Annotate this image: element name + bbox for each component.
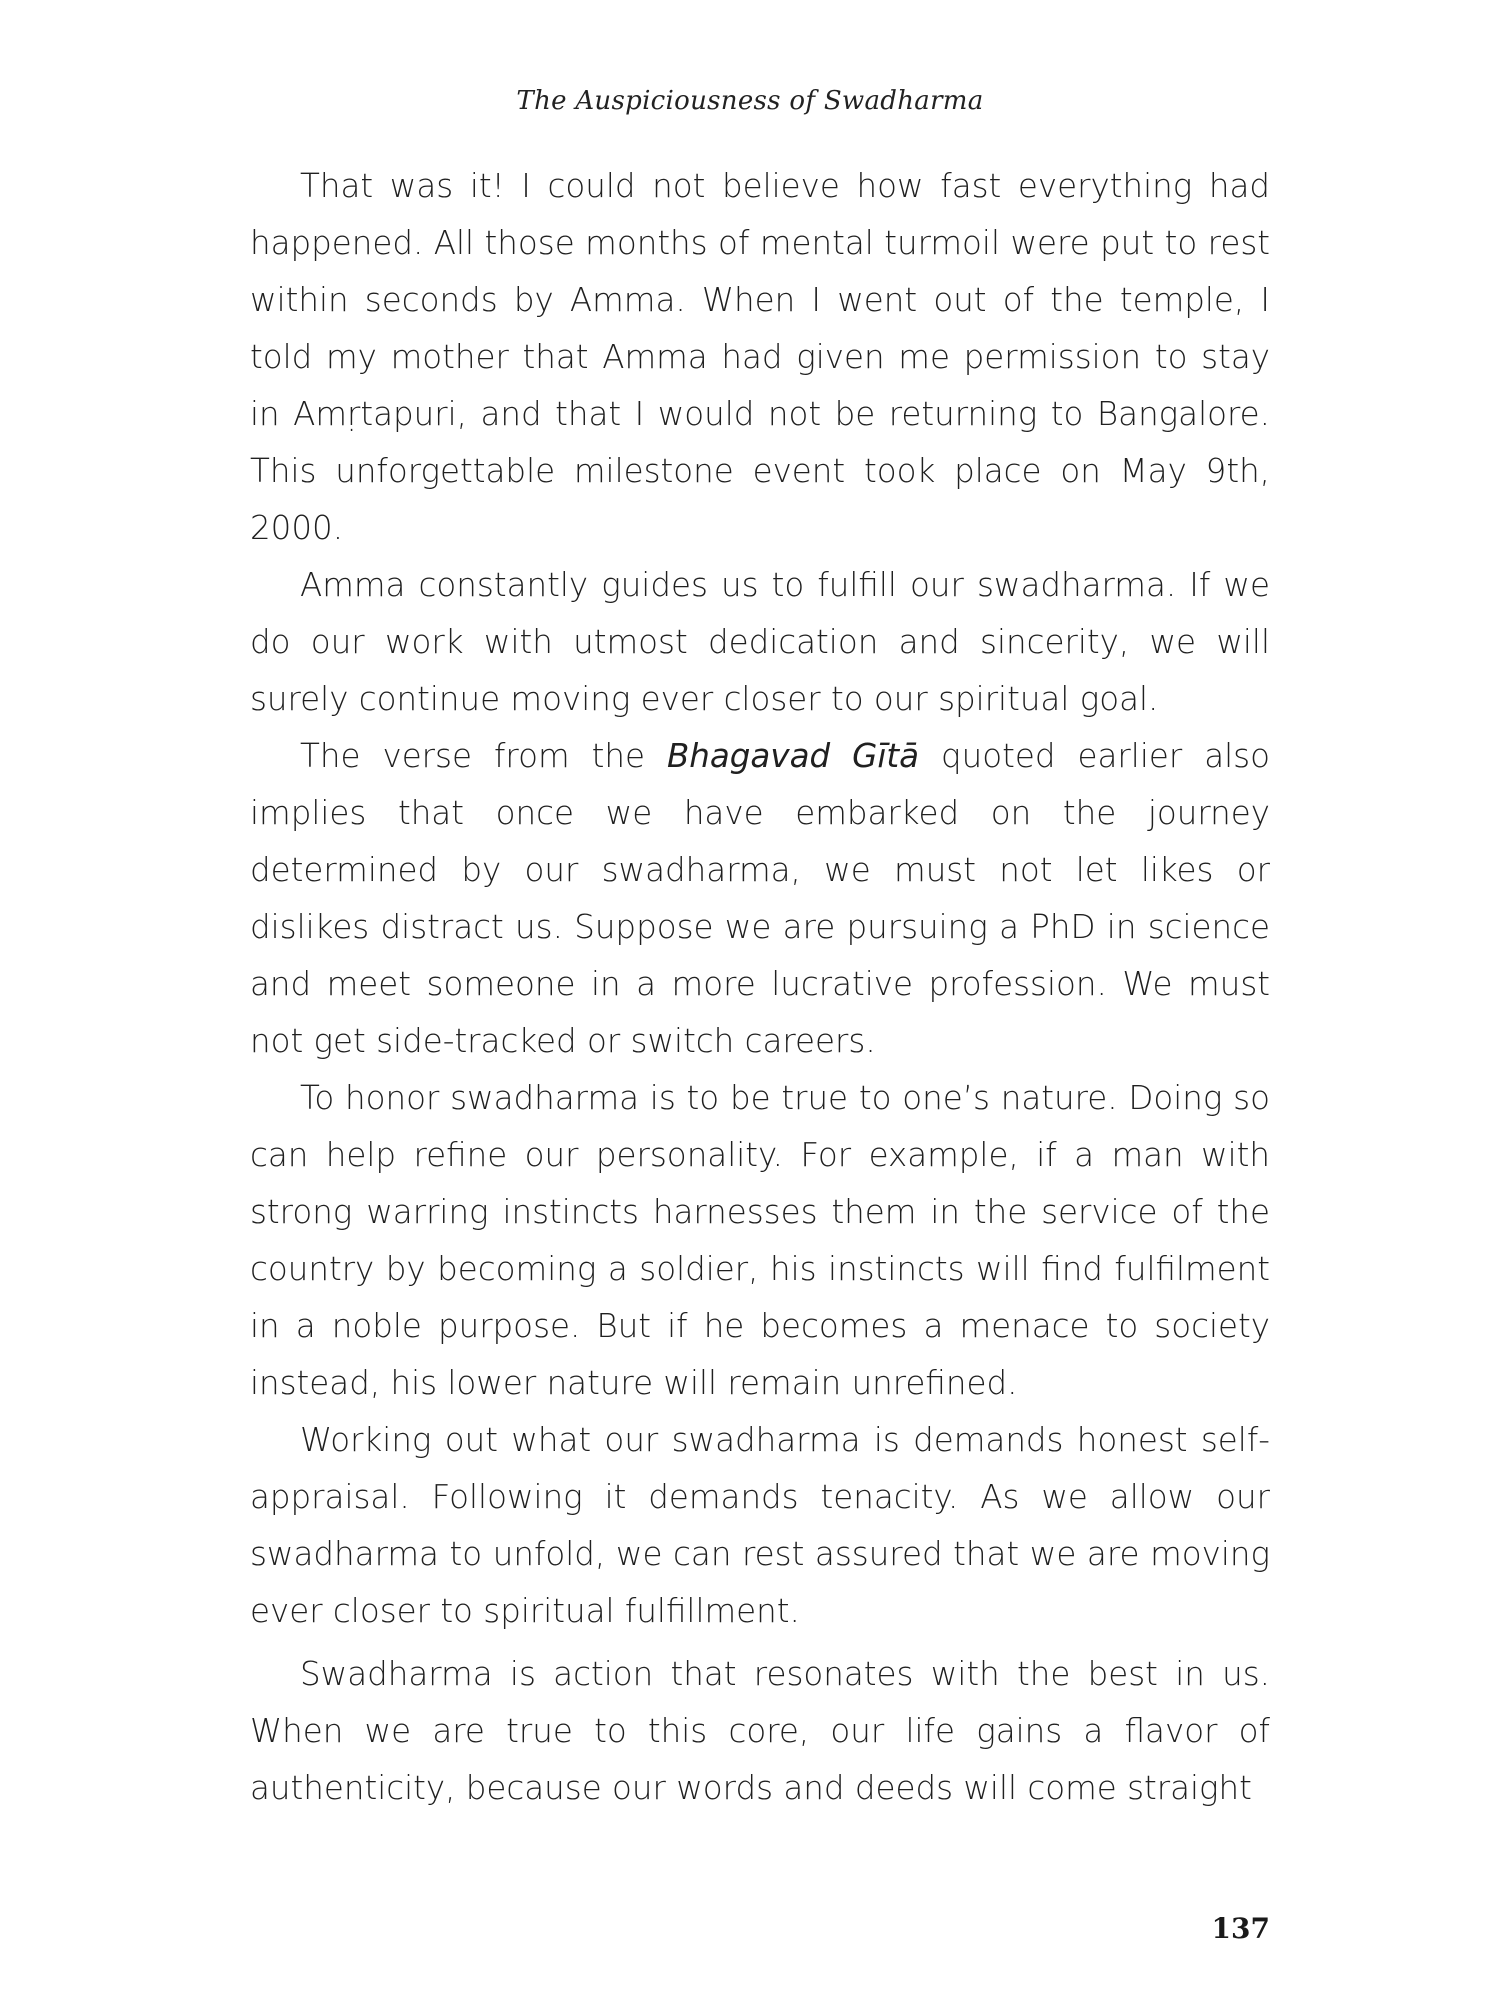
body-text	[250, 158, 1270, 1817]
paragraph-3	[250, 728, 1270, 1070]
paragraph-3-lead: The verse from the	[300, 737, 667, 775]
running-head: The Auspiciousness of Swadharma	[516, 86, 984, 116]
paragraph-6: Swadharma is action that resonates with the best in us. When we are true to this core, our life gains a flavor of authenticity, because our words and deeds will come straight	[250, 1655, 1270, 1807]
paragraph-3-rest: quoted earlier also implies that once we have embarked on the journey determined by our swadharma, we must not let likes or dislikes distract us. Suppose we are pursuing a PhD in science and meet someone in a more lucrative profession. We must not get side-tracked or switch careers.	[250, 737, 1270, 1060]
paragraph-1: That was it! I could not believe how fast everything had happened. All those months of mental turmoil were put to rest within seconds by Amma. When I went out of the temple, I told my mother that Amma had given me permission to stay in Amṛtapuri, and that I would not be returning to Bangalore. This unforgettable milestone event took place on May 9th, 2000.	[250, 167, 1270, 547]
book-title-italic: Bhagavad Gītā	[666, 737, 920, 775]
paragraph-5: Working out what our swadharma is demands honest self-appraisal. Following it demands tenacity. As we allow our swadharma to unfold, we can rest assured that we are moving ever closer to spiritual fulfillment.	[250, 1421, 1270, 1630]
page-number: 137	[1211, 1912, 1270, 1945]
paragraph-4: To honor swadharma is to be true to one’s nature. Doing so can help refine our personality. For example, if a man with strong warring instincts harnesses them in the service of the country by becoming a soldier, his instincts will find fulfilment in a noble purpose. But if he becomes a menace to society instead, his lower nature will remain unrefined.	[250, 1079, 1270, 1402]
paragraph-2: Amma constantly guides us to fulfill our swadharma. If we do our work with utmost dedication and sincerity, we will surely continue moving ever closer to our spiritual goal.	[250, 566, 1270, 718]
